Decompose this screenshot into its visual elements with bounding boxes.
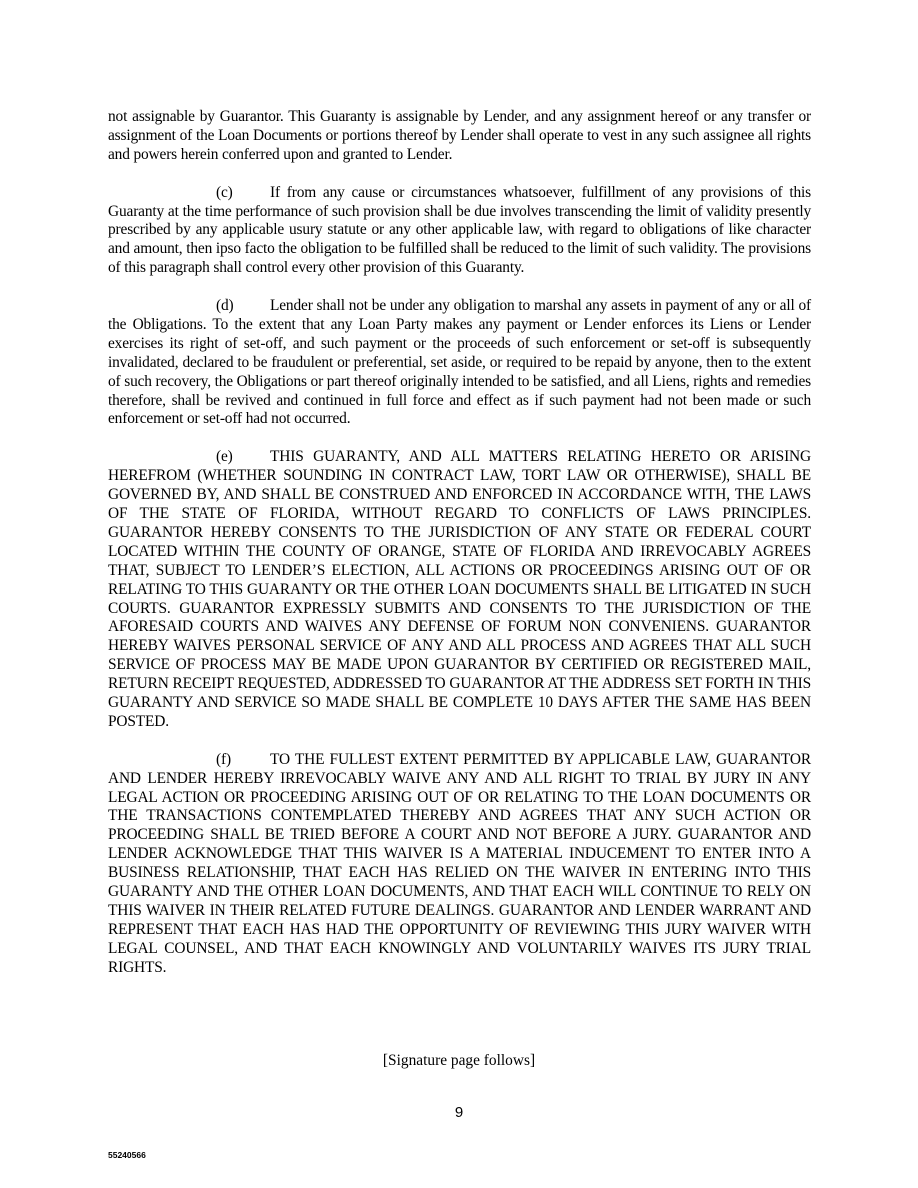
paragraph-d [108, 297, 811, 429]
document-id: 55240566 [108, 1150, 146, 1160]
paragraph-f [108, 751, 811, 978]
paragraph-continuation [108, 108, 811, 165]
paragraph-text: THIS GUARANTY, AND ALL MATTERS RELATING HERETO OR ARISING HEREFROM (WHETHER SOUNDING IN CONTRACT LAW, TORT LAW OR OTHERWISE), SHALL BE GOVERNED BY, AND SHALL BE CONSTRUED AND ENFORCED IN ACCORDANCE WITH, THE LAWS OF THE STATE OF FLORIDA, WITHOUT REGARD TO CONFLICTS OF LAWS PRINCIPLES. GUARANTOR HEREBY CONSENTS TO THE JURISDICTION OF ANY STATE OR FEDERAL COURT LOCATED WITHIN THE COUNTY OF ORANGE, STATE OF FLORIDA AND IRREVOCABLY AGREES THAT, SUBJECT TO LENDER’S ELECTION, ALL ACTIONS OR PROCEEDINGS ARISING OUT OF OR RELATING TO THIS GUARANTY OR THE OTHER LOAN DOCUMENTS SHALL BE LITIGATED IN SUCH COURTS. GUARANTOR EXPRESSLY SUBMITS AND CONSENTS TO THE JURISDICTION OF THE AFORESAID COURTS AND WAIVES ANY DEFENSE OF FORUM NON CONVENIENS. GUARANTOR HEREBY WAIVES PERSONAL SERVICE OF ANY AND ALL PROCESS AND AGREES THAT ALL SUCH SERVICE OF PROCESS MAY BE MADE UPON GUARANTOR BY CERTIFIED OR REGISTERED MAIL, RETURN RECEIPT REQUESTED, ADDRESSED TO GUARANTOR AT THE ADDRESS SET FORTH IN THIS GUARANTY AND SERVICE SO MADE SHALL BE COMPLETE 10 DAYS AFTER THE SAME HAS BEEN POSTED. [108, 448, 811, 730]
page-number: 9 [454, 1104, 464, 1121]
paragraph-marker: (f) [216, 750, 231, 768]
paragraph-text: Lender shall not be under any obligation to marshal any assets in payment of any or all of the Obligations. To the extent that any Loan Party makes any payment or Lender enforces its Liens or Lender exercises its right of set-off, and such payment or the proceeds of such enforcement or set-off is subsequently invalidated, declared to be fraudulent or preferential, set aside, or required to be repaid by anyone, then to the extent of such recovery, the Obligations or part thereof originally intended to be satisfied, and all Liens, rights and remedies therefore, shall be revived and continued in full force and effect as if such payment had not been made or such enforcement or set-off had not occurred. [108, 297, 811, 428]
signature-page-note: [Signature page follows] [382, 1052, 536, 1069]
document-body [108, 108, 811, 997]
paragraph-c [108, 184, 811, 279]
paragraph-marker: (c) [216, 183, 233, 201]
paragraph-marker: (d) [216, 297, 234, 315]
paragraph-e [108, 448, 811, 732]
paragraph-marker: (e) [216, 448, 233, 466]
paragraph-text: TO THE FULLEST EXTENT PERMITTED BY APPLICABLE LAW, GUARANTOR AND LENDER HEREBY IRREVOCABLY WAIVE ANY AND ALL RIGHT TO TRIAL BY JURY IN ANY LEGAL ACTION OR PROCEEDING ARISING OUT OF OR RELATING TO THE LOAN DOCUMENTS OR THE TRANSACTIONS CONTEMPLATED THEREBY AND AGREES THAT ANY SUCH ACTION OR PROCEEDING SHALL BE TRIED BEFORE A COURT AND NOT BEFORE A JURY. GUARANTOR AND LENDER ACKNOWLEDGE THAT THIS WAIVER IS A MATERIAL INDUCEMENT TO ENTER INTO A BUSINESS RELATIONSHIP, THAT EACH HAS RELIED ON THE WAIVER IN ENTERING INTO THIS GUARANTY AND THE OTHER LOAN DOCUMENTS, AND THAT EACH WILL CONTINUE TO RELY ON THIS WAIVER IN THEIR RELATED FUTURE DEALINGS. GUARANTOR AND LENDER WARRANT AND REPRESENT THAT EACH HAS HAD THE OPPORTUNITY OF REVIEWING THIS JURY WAIVER WITH LEGAL COUNSEL, AND THAT EACH KNOWINGLY AND VOLUNTARILY WAIVES ITS JURY TRIAL RIGHTS. [108, 750, 811, 976]
paragraph-text: If from any cause or circumstances whatsoever, fulfillment of any provisions of this Guaranty at the time performance of such provision shall be due involves transcending the limit of validity presently prescribed by any applicable usury statute or any other applicable law, with regard to obligations of like character and amount, then ipso facto the obligation to be fulfilled shall be reduced to the limit of such validity. The provisions of this paragraph shall control every other provision of this Guaranty. [108, 183, 811, 277]
paragraph-text: not assignable by Guarantor. This Guaranty is assignable by Lender, and any assignment hereof or any transfer or assignment of the Loan Documents or portions thereof by Lender shall operate to vest in any such assignee all rights and powers herein conferred upon and granted to Lender. [108, 108, 811, 163]
